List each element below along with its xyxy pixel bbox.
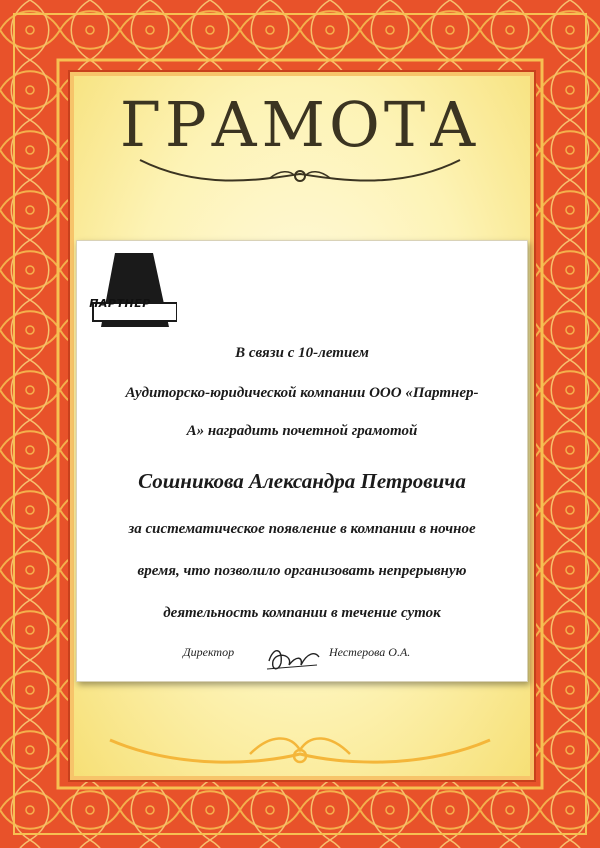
company-text-line-2: А» наградить почетной грамотой <box>186 423 418 439</box>
recipient-name: Сошникова Александра Петровича <box>138 469 466 493</box>
reason-text-line-1: за систематическое появление в компании в ночное <box>128 521 476 537</box>
title-flourish <box>120 150 480 190</box>
company-text-line-1: Аудиторско-юридической компании ООО «Партнер- <box>125 385 479 401</box>
certificate-title: ГРАМОТА <box>119 88 481 161</box>
partner-logo <box>91 249 177 333</box>
occasion-text: В связи с 10-летием <box>235 345 369 361</box>
bottom-flourish <box>100 720 500 780</box>
reason-text-line-3: деятельность компании в течение суток <box>163 605 441 621</box>
signatory-role: Директор <box>183 645 235 659</box>
award-text-card <box>76 240 528 682</box>
reason-text-line-2: время, что позволило организовать непрерывную <box>137 563 467 579</box>
logo-text: ПАРТНЕР <box>89 297 151 310</box>
handwritten-signature <box>263 641 323 677</box>
signatory-name: Нестерова О.А. <box>329 645 411 659</box>
